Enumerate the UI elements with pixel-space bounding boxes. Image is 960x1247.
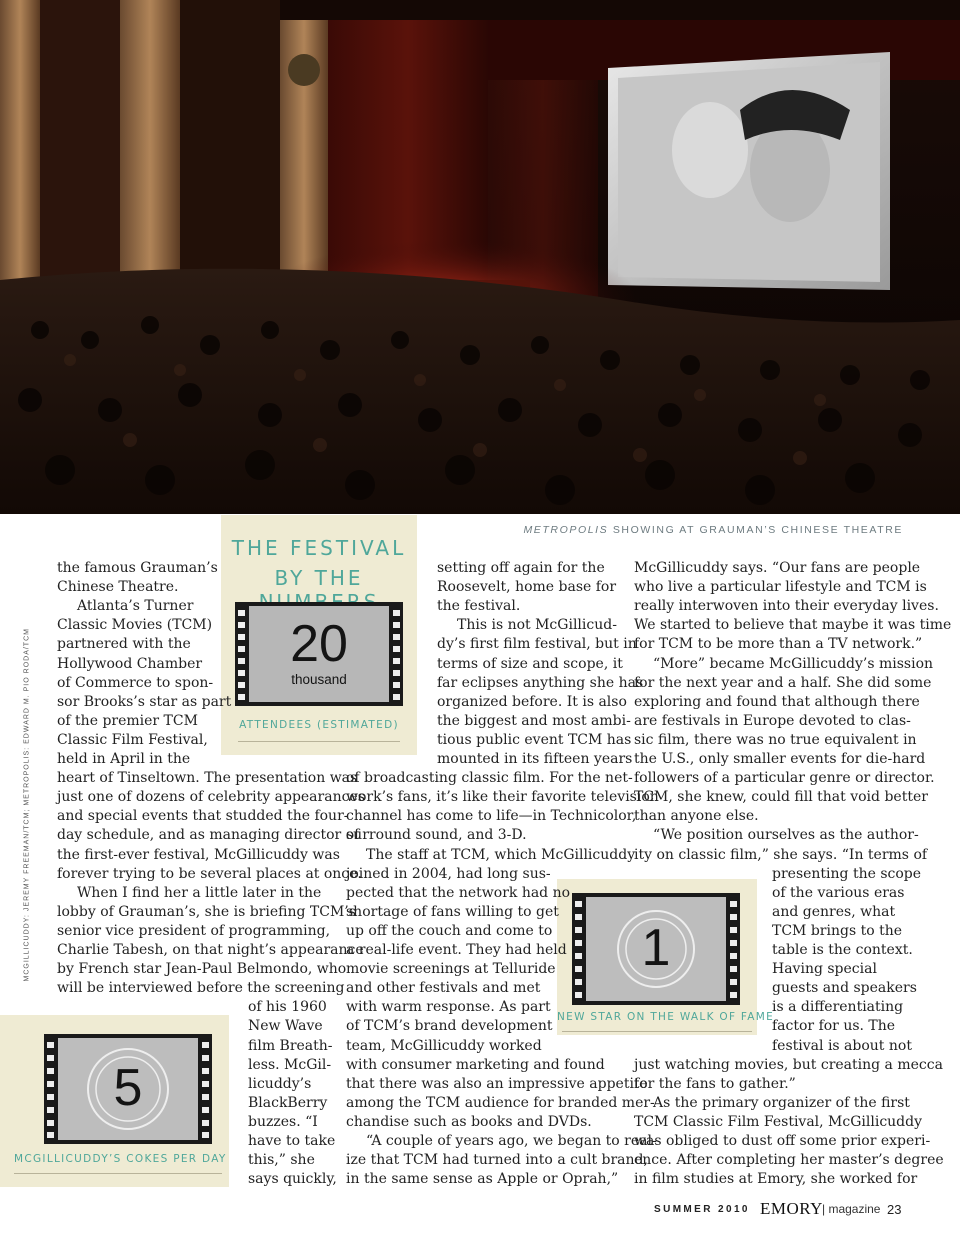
text-line: work’s fans, it’s like their favorite television <box>346 789 659 806</box>
text-line: channel has come to life—in Technicolor, <box>346 808 637 825</box>
text-line: presenting the scope <box>772 865 922 882</box>
text-line: exploring and found that although there <box>634 693 920 710</box>
text-line: licuddy’s <box>248 1075 312 1092</box>
sidebar-title-line1: THE FESTIVAL <box>231 536 407 560</box>
text-line: held in April in the <box>57 751 191 767</box>
text-line: the U.S., only smaller events for die-hard <box>634 751 926 767</box>
box-divider <box>562 1031 752 1032</box>
text-line: up off the couch and come to <box>346 922 553 939</box>
stat-label-cokes: MCGILLICUDDY’S COKES PER DAY <box>14 1153 227 1165</box>
text-line: lobby of Grauman’s, she is briefing TCM’s <box>57 903 356 920</box>
text-line: TCM brings to the <box>772 922 903 939</box>
text-line: New Wave <box>248 1018 323 1035</box>
text-line: shortage of fans willing to get <box>346 903 559 920</box>
text-line: just watching movies, but creating a mecca <box>634 1056 943 1073</box>
text-line: movie screenings at Telluride <box>346 961 556 978</box>
text-line: will be interviewed before the screening <box>57 980 345 997</box>
text-line: senior vice president of programming, <box>57 922 331 939</box>
text-line: who live a particular lifestyle and TCM is <box>634 579 927 596</box>
text-line: table is the context. <box>772 942 913 958</box>
text-line: Classic Movies (TCM) <box>57 617 213 634</box>
sidebar-title-line2: BY THE <box>274 566 364 590</box>
text-line: of the various eras <box>772 884 905 901</box>
text-line: heart of Tinseltown. The presentation was <box>57 770 358 787</box>
text-line: than anyone else. <box>634 808 759 825</box>
text-line: of broadcasting classic film. For the net- <box>346 770 633 787</box>
text-line: “More” became McGillicuddy’s mission <box>653 655 934 672</box>
text-line: ity on classic film,” she says. “In terms of <box>634 846 928 863</box>
text-line: tious public event TCM has <box>437 731 632 748</box>
text-line: BlackBerry <box>248 1094 328 1111</box>
stat-number-star: 1 <box>641 919 671 977</box>
photo-caption <box>523 524 903 536</box>
text-line: Hollywood Chamber <box>57 655 203 672</box>
stat-unit-attendees: thousand <box>291 672 347 687</box>
stat-label-attendees: ATTENDEES (ESTIMATED) <box>239 719 399 731</box>
footer-issue: SUMMER 2010 <box>654 1204 750 1215</box>
text-line: followers of a particular genre or director. <box>634 770 935 787</box>
text-line: We started to believe that maybe it was time <box>634 617 952 634</box>
text-line: joined in 2004, had long sus- <box>346 865 551 882</box>
text-line: TCM, she knew, could fill that void better <box>634 789 928 806</box>
text-line: ence. After completing her master’s degree <box>634 1152 944 1169</box>
text-line: “We position ourselves as the author- <box>653 827 919 844</box>
text-line: this,” she <box>248 1152 315 1169</box>
text-line: the festival. <box>437 598 521 615</box>
text-line: forever trying to be several places at once. <box>57 865 362 882</box>
text-line: When I find her a little later in the <box>77 884 322 901</box>
text-line: Charlie Tabesh, on that night’s appearance <box>57 942 364 958</box>
text-line: and other festivals and met <box>346 980 541 997</box>
text-line: film Breath- <box>248 1037 333 1054</box>
text-line: the first-ever festival, McGillicuddy was <box>57 846 340 863</box>
text-line: far eclipses anything she has <box>437 674 644 691</box>
text-line: sor Brooks’s star as part <box>57 693 232 710</box>
text-line: TCM Classic Film Festival, McGillicuddy <box>634 1113 923 1130</box>
theatre-image <box>0 0 960 514</box>
text-line: Having special <box>772 961 877 978</box>
text-line: sic film, there was no true equivalent in <box>634 731 917 748</box>
text-line: This is not McGillicud- <box>457 617 617 634</box>
caption-film-title: METROPOLIS <box>523 524 609 536</box>
text-line: for TCM to be more than a TV network.” <box>634 636 923 653</box>
text-line: by French star Jean-Paul Belmondo, who <box>57 961 347 978</box>
hero-photo <box>0 0 960 514</box>
text-line: festival is about not <box>772 1037 912 1054</box>
text-line: pected that the network had no <box>346 884 571 901</box>
text-line: are festivals in Europe devoted to clas- <box>634 712 911 729</box>
text-line: of his 1960 <box>248 999 327 1016</box>
text-line: just one of dozens of celebrity appearances <box>57 789 365 806</box>
text-line: was obliged to dust off some prior experi- <box>634 1133 931 1149</box>
text-line: Atlanta’s Turner <box>77 598 194 615</box>
text-line: As the primary organizer of the first <box>653 1094 910 1111</box>
text-line: for the fans to gather.” <box>634 1075 796 1092</box>
text-line: and special events that studded the four- <box>57 808 349 825</box>
text-line: organized before. It is also <box>437 693 627 710</box>
text-line: mounted in its fifteen years <box>437 751 633 767</box>
text-line: is a differentiating <box>772 999 904 1016</box>
text-line: in the same sense as Apple or Oprah,” <box>346 1171 619 1188</box>
text-line: the famous Grauman’s <box>57 560 218 576</box>
text-line: day schedule, and as managing director of <box>57 827 360 844</box>
photo-credit: MCGILLICUDDY: JEREMY FREEMAN/TCM; METROPOLIS: EDWARD M. PIO RODA/TCM <box>23 628 31 982</box>
text-line: a real-life event. They had held <box>346 942 567 958</box>
text-line: among the TCM audience for branded mer- <box>346 1094 655 1111</box>
text-line: the biggest and most ambi- <box>437 712 631 729</box>
text-line: The staff at TCM, which McGillicuddy <box>366 846 636 863</box>
text-line: setting off again for the <box>437 560 605 576</box>
text-line: Chinese Theatre. <box>57 579 179 596</box>
box-divider <box>238 741 400 742</box>
text-line: and genres, what <box>772 903 896 920</box>
caption-text: SHOWING AT GRAUMAN’S CHINESE THEATRE <box>608 524 903 536</box>
box-divider <box>14 1173 222 1174</box>
text-line: buzzes. “I <box>248 1113 318 1130</box>
text-line: that there was also an impressive appetite <box>346 1075 648 1092</box>
text-line: chandise such as books and DVDs. <box>346 1113 592 1130</box>
stat-label-star: NEW STAR ON THE WALK OF FAME <box>557 1011 775 1023</box>
text-line: terms of size and scope, it <box>437 655 623 672</box>
text-line: Classic Film Festival, <box>57 731 208 748</box>
text-line: dy’s first film festival, but in <box>437 636 637 653</box>
text-line: for the next year and a half. She did some <box>634 674 932 691</box>
text-line: in film studies at Emory, she worked for <box>634 1171 918 1188</box>
text-line: “A couple of years ago, we began to real- <box>366 1133 657 1149</box>
text-line: ize that TCM had turned into a cult brand, <box>346 1152 648 1169</box>
text-line: of TCM’s brand development <box>346 1018 553 1035</box>
footer-magazine: | magazine <box>822 1202 881 1216</box>
text-line: Roosevelt, home base for <box>437 579 617 596</box>
text-line: McGillicuddy says. “Our fans are people <box>634 560 921 576</box>
text-line: surround sound, and 3-D. <box>346 827 527 844</box>
text-line: with warm response. As part <box>346 999 551 1016</box>
text-line: says quickly, <box>248 1171 337 1188</box>
text-line: have to take <box>248 1133 336 1149</box>
stat-number-cokes: 5 <box>113 1059 143 1117</box>
text-line: with consumer marketing and found <box>346 1056 605 1073</box>
text-line: team, McGillicuddy worked <box>346 1037 542 1054</box>
stat-number-attendees: 20 <box>290 615 348 673</box>
text-line: really interwoven into their everyday lives. <box>634 598 939 615</box>
text-line: less. McGil- <box>248 1056 332 1073</box>
text-line: guests and speakers <box>772 980 917 997</box>
footer-brand: EMORY <box>760 1199 823 1218</box>
text-line: of Commerce to spon- <box>57 674 214 691</box>
text-line: partnered with the <box>57 636 191 653</box>
page-number: 23 <box>887 1202 902 1217</box>
text-line: factor for us. The <box>772 1018 896 1035</box>
text-line: of the premier TCM <box>57 712 198 729</box>
